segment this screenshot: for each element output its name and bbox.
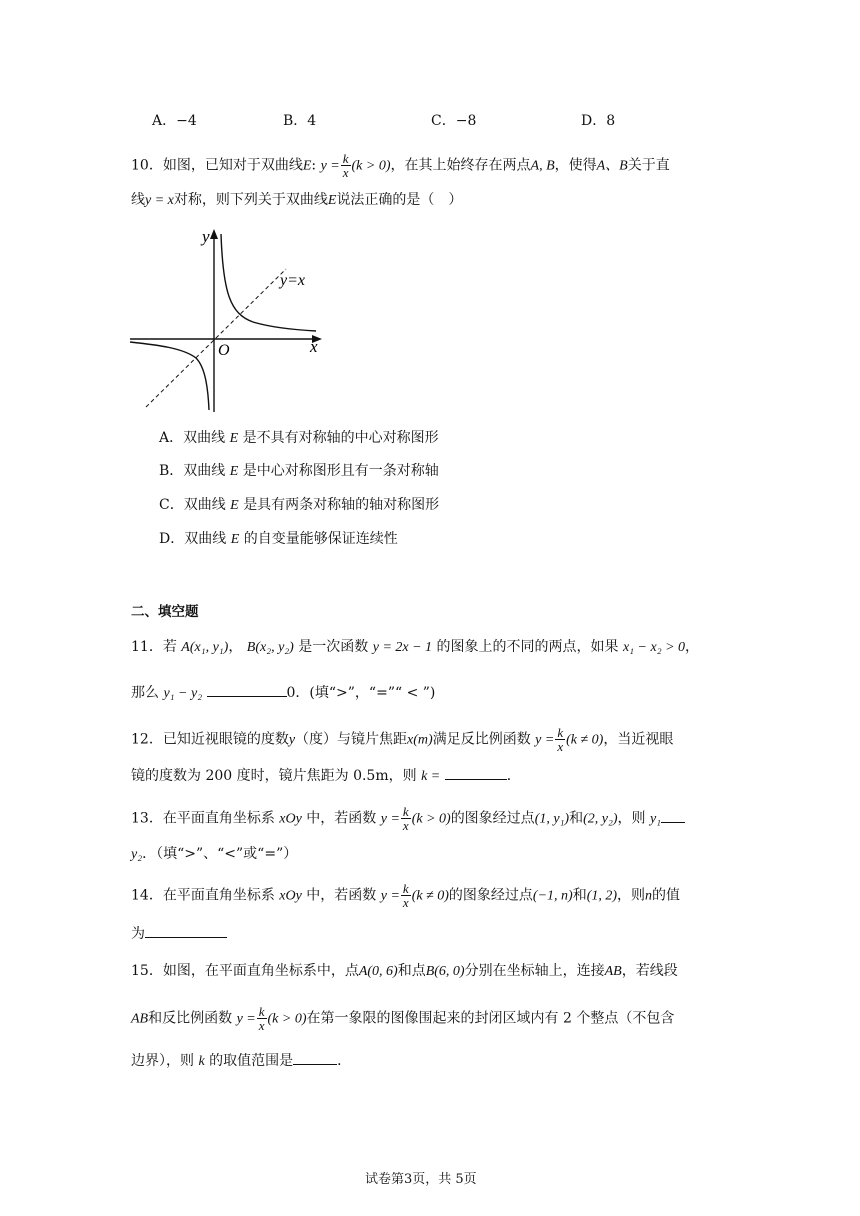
answer-blank[interactable]: [661, 808, 685, 823]
fraction-k-over-x: $\frac{k}{x}$: [557, 725, 564, 754]
answer-blank[interactable]: [207, 682, 287, 697]
x-axis-label: x: [310, 337, 318, 356]
section-heading: 二、填空题: [131, 604, 199, 620]
q11-line-2: 那么 y₁ − y₂ 0．(填“>”，“=”“ < ”): [131, 682, 435, 704]
answer-blank[interactable]: [445, 765, 507, 780]
q15-line-2: AB和反比例函数 y = $\frac{k}{x}$ (k > 0)在第一象限的图像围起来的封闭区域内有 2 个整点（不包含: [131, 1004, 675, 1033]
q10-line-1: 10．如图，已知对于双曲线E: y = $\frac{k}{x}$ (k > 0)，在其上始终存在两点A, B，使得A、B关于直: [131, 151, 670, 180]
y-equals-x-line: [146, 269, 286, 407]
q10-option-c: C．双曲线 E 是具有两条对称轴的轴对称图形: [159, 497, 440, 513]
q9-option-b: B．4: [283, 113, 317, 129]
fraction-k-over-x: $\frac{k}{x}$: [342, 151, 349, 180]
answer-blank[interactable]: [145, 923, 227, 938]
q10-option-b: B．双曲线 E 是中心对称图形且有一条对称轴: [159, 463, 439, 479]
q15-line-3: 边界），则 k 的取值范围是 ．: [131, 1050, 351, 1072]
origin-label: O: [218, 342, 230, 359]
page-footer: 试卷第3页，共 5页: [365, 1172, 477, 1187]
q13-line-1: 13．在平面直角坐标系 xOy 中，若函数 y = $\frac{k}{x}$ (k > 0)的图象经过点(1, y₁)和(2, y₂)，则 y₁: [131, 805, 685, 832]
q9-option-c: C．−8: [431, 113, 477, 129]
q10-option-a: A．双曲线 E 是不具有对称轴的中心对称图形: [159, 430, 439, 446]
q9-option-a: A．−4: [152, 113, 197, 129]
q13-line-2: y₂．（填“>”、“<”或“=”）: [131, 846, 298, 862]
answer-blank[interactable]: [293, 1050, 337, 1065]
fraction-k-over-x: $\frac{k}{x}$: [402, 804, 409, 833]
fraction-k-over-x: $\frac{k}{x}$: [258, 1004, 265, 1033]
fraction-k-over-x: $\frac{k}{x}$: [402, 881, 409, 910]
q14-line-1: 14．在平面直角坐标系 xOy 中，若函数 y = $\frac{k}{x}$ (k ≠ 0)的图象经过点(−1, n)和(1, 2)，则n的值: [131, 881, 681, 910]
q11-line-1: 11．若 A(x₁, y₁)， B(x₂, y₂) 是一次函数 y = 2x − 1 的图象上的不同的两点，如果 x₁ − x₂ > 0，: [131, 639, 700, 655]
q12-line-1: 12．已知近视眼镜的度数y（度）与镜片焦距x(m)满足反比例函数 y = $\frac{k}{x}$ (k ≠ 0)，当近视眼: [131, 725, 674, 754]
q10-line-2: 线y = x对称，则下列关于双曲线E说法正确的是（ ）: [131, 192, 463, 208]
hyperbola-graph: [128, 222, 328, 414]
q9-option-d: D．8: [581, 113, 616, 129]
q10-option-d: D．双曲线 E 的自变量能够保证连续性: [159, 531, 398, 547]
y-axis-label: y: [202, 227, 210, 246]
q10-number: 10．: [131, 157, 163, 174]
q15-line-1: 15．如图，在平面直角坐标系中，点A(0, 6)和点B(6, 0)分别在坐标轴上，连接AB，若线段: [131, 963, 678, 979]
hyperbola-branch-q3: [130, 342, 209, 410]
line-label: y=x: [280, 272, 305, 289]
q14-line-2: 为: [131, 923, 227, 944]
q12-line-2: 镜的度数为 200 度时，镜片焦距为 0.5m，则 k = ．: [131, 765, 521, 787]
y-axis-arrow: [210, 229, 218, 239]
